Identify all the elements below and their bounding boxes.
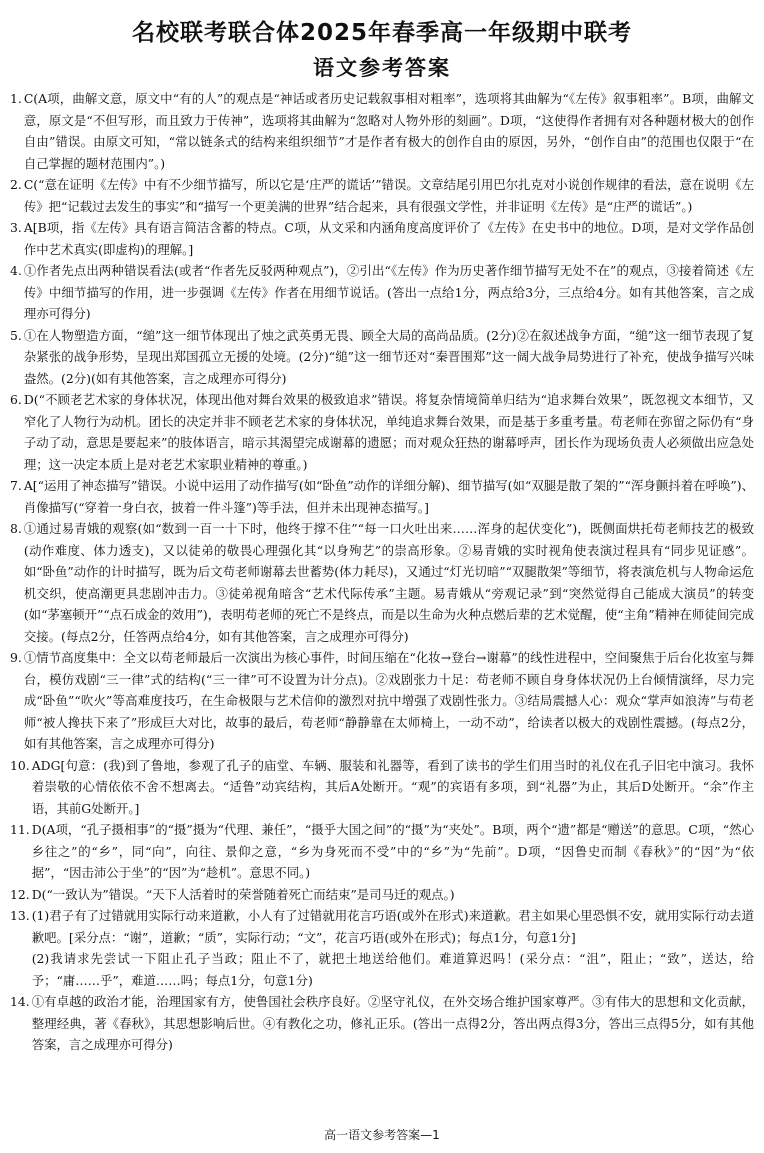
answer-item-14 [10, 991, 754, 1056]
answer-number: 9. [10, 650, 22, 665]
answer-text: A[B项，指《左传》具有语言简洁含蓄的特点。C项，从文采和内涵角度高度评价了《左传》在史书中的地位。D项，是对文学作品创作中艺术真实(即虚构)的理解。] [23, 220, 754, 257]
answer-item-10 [10, 755, 754, 820]
answer-number: 13. [10, 908, 30, 923]
answer-item-12 [10, 884, 754, 906]
answer-text: (1)君子有了过错就用实际行动来道歉，小人有了过错就用花言巧语(或外在形式)来道歉。君主如果心里恐惧不安，就用实际行动去道歉吧。[采分点：“谢”，道歉；“质”，实际行动；“文”，花言巧语(或外在形式)；每点1分，句意1分] [31, 908, 754, 945]
answer-item-4 [10, 260, 754, 325]
answer-number: 7. [10, 478, 22, 493]
answer-item-11 [10, 819, 754, 884]
answer-text: D(“一致认为”错误。“天下人活着时的荣誉随着死亡而结束”是司马迁的观点。) [31, 886, 455, 902]
answer-number: 14. [10, 994, 30, 1009]
answer-number: 12. [10, 886, 30, 902]
answer-number: 10. [10, 757, 30, 773]
document-subtitle: 语文参考答案 [313, 56, 451, 80]
answer-item-13 [10, 905, 754, 948]
answer-text: ①情节高度集中：全文以苟老师最后一次演出为核心事件，时间压缩在“化妆→登台→谢幕”的线性进程中，空间聚焦于后台化妆室与舞台，模仿戏剧“三一律”式的结构(“三一律”可不设置为计分点)。②戏剧张力十足：苟老师不顾自身身体状况仍上台倾情演绎，尽力完成“卧鱼”“吹火”等高难度技巧，在生命极限与艺术信仰的激烈对抗中增强了戏剧性张力。③结局震撼人心：观众“掌声如浪涛”与苟老师“被人搀扶下来了”形成巨大对比，故事的最后，苟老师“静静靠在太师椅上，一动不动”，给读者以极大的戏剧性震撼。(每点2分，如有其他答案，言之成理亦可得分) [23, 650, 754, 751]
answer-text: ①作者先点出两种错误看法(或者“作者先反驳两种观点”)，②引出“《左传》作为历史著作细节描写无处不在”的观点，③接着简述《左传》中细节描写的作用，进一步强调《左传》作者在用细节说话。(答出一点给1分，两点给3分，三点给4分。如有其他答案，言之成理亦可得分) [23, 263, 754, 321]
answer-item-6 [10, 389, 754, 475]
page-footer: 高一语文参考答案—1 [324, 1128, 440, 1142]
answers-list [10, 88, 754, 1056]
answer-number: 1. [10, 91, 22, 106]
answer-item-8 [10, 518, 754, 647]
answer-item-7 [10, 475, 754, 518]
answer-number: 6. [10, 392, 22, 407]
answer-number: 11. [10, 822, 30, 837]
answer-text: (2)我请求先尝试一下阻止孔子当政；阻止不了，就把土地送给他们。难道算迟吗！(采分点：“沮”，阻止；“致”，送达，给予；“庸……乎”，难道……吗；每点1分，句意1分) [31, 951, 754, 988]
answer-number: 8. [10, 521, 22, 536]
answer-number: 5. [10, 327, 22, 343]
answer-text: ADG[句意：(我)到了鲁地，参观了孔子的庙堂、车辆、服装和礼器等，看到了读书的学生们用当时的礼仪在孔子旧宅中演习。我怀着崇敬的心情依依不舍不想离去。“适鲁”动宾结构，其后A处断开。“观”的宾语有多项，到“礼器”为止，其后D处断开。“余”作主语，其前G处断开。] [31, 757, 754, 816]
answer-text: C(“意在证明《左传》中有不少细节描写，所以它是‘庄严的谎话’”错误。文章结尾引用巴尔扎克对小说创作规律的看法，意在说明《左传》把“记载过去发生的事实”和“描写一个更美满的世界”结合起来，具有很强文学性，并非证明《左传》是“庄严的谎话”。) [23, 177, 754, 214]
answer-item-2 [10, 174, 754, 217]
answer-text: ①在人物塑造方面，“缒”这一细节体现出了烛之武英勇无畏、顾全大局的高尚品质。(2分)②在叙述战争方面，“缒”这一细节表现了复杂紧张的战争形势，呈现出郑国孤立无援的处境。(2分)“缒”这一细节还对“秦晋围郑”这一阔大战争局势进行了补充，使战争描写兴味盎然。(2分)(如有其他答案，言之成理亦可得分) [23, 327, 754, 386]
answer-text: D(“不顾老艺术家的身体状况，体现出他对舞台效果的极致追求”错误。将复杂情境简单归结为“追求舞台效果”，既忽视文本细节，又窄化了人物行为动机。团长的决定并非不顾老艺术家的身体状况，单纯追求舞台效果，而是基于多重考量。苟老师在弥留之际仍有“身子动了动，意思是要起来”的肢体语言，暗示其渴望完成谢幕的遗愿；而对观众狂热的谢幕呼声，团长作为现场负责人必须做出应急处理；这一决定本质上是对老艺术家职业精神的尊重。) [23, 392, 754, 472]
answer-item-1 [10, 88, 754, 174]
answer-text: D(A项，“孔子摄相事”的“摄”摄为“代理、兼任”，“摄乎大国之间”的“摄”为“夹处”。B项，两个“遗”都是“赠送”的意思。C项，“然心乡往之”的“乡”，同“向”，向往、景仰之意，“乡为身死而不受”中的“乡”为“先前”。D项，“因鲁史而制《春秋》”的“因”为“依据”，“因击沛公于坐”的“因”为“趁机”。意思不同。) [31, 822, 754, 880]
answer-text: A[“运用了神态描写”错误。小说中运用了动作描写(如“卧鱼”动作的详细分解)、细节描写(如“双腿是散了架的”“浑身颤抖着在呼唤”)、肖像描写(“穿着一身白衣，披着一件斗篷”)等手法，但并未出现神态描写。] [23, 478, 754, 515]
answer-text: ①通过易青娥的观察(如“数到一百一十下时，他终于撑不住”“每一口火吐出来……浑身的起伏变化”)，既侧面烘托苟老师技艺的极致(动作难度、体力透支)，又以徒弟的敬畏心理强化其“以身殉艺”的崇高形象。②易青娥的实时视角使表演过程具有“同步见证感”。如“卧鱼”动作的计时描写，既为后文苟老师谢幕去世蓄势(体力耗尽)，又通过“灯光切暗”“双腿散架”等细节，将表演危机与人物命运危机交织，使高潮更具悲剧冲击力。③徒弟视角暗含“艺术代际传承”主题。易青娥从“旁观记录”到“突然觉得自己能成大演员”的转变(如“茅塞顿开”“点石成金的效用”)，表明苟老师的死亡不是终点，而是以生命为火种点燃后辈的艺术觉醒，使“主角”精神在师徒间完成交接。(每点2分，任答两点给4分，如有其他答案，言之成理亦可得分) [23, 521, 754, 644]
answer-number: 3. [10, 220, 22, 235]
answer-item-13-part-2 [10, 948, 754, 991]
exam-title: 名校联考联合体2025年春季高一年级期中联考 [131, 20, 632, 46]
answer-item-5 [10, 325, 754, 390]
answer-text: C(A项，曲解文意，原文中“有的人”的观点是“神话或者历史记载叙事相对粗率”，选项将其曲解为“《左传》叙事粗率”。B项，曲解文意，原文是“不但写形，而且致力于传神”，选项将其曲解为“忽略对人物外形的刻画”。D项，“这使得作者拥有对各种题材极大的创作自由”错误。由原文可知，“常以链条式的结构来组织细节”才是作者有极大的创作自由的原因，另外，“创作自由”的范围也仅限于“在自己掌握的题材范围内”。) [23, 91, 754, 171]
answer-number: 2. [10, 177, 22, 192]
answer-item-3 [10, 217, 754, 260]
answer-number: 4. [10, 263, 22, 278]
answer-item-9 [10, 647, 754, 755]
answer-text: ①有卓越的政治才能，治理国家有方，使鲁国社会秩序良好。②坚守礼仪，在外交场合维护国家尊严。③有伟大的思想和文化贡献，整理经典，著《春秋》，其思想影响后世。④有教化之功，修礼正乐。(答出一点得2分，答出两点得3分，答出三点得5分，如有其他答案，言之成理亦可得分) [31, 994, 754, 1052]
